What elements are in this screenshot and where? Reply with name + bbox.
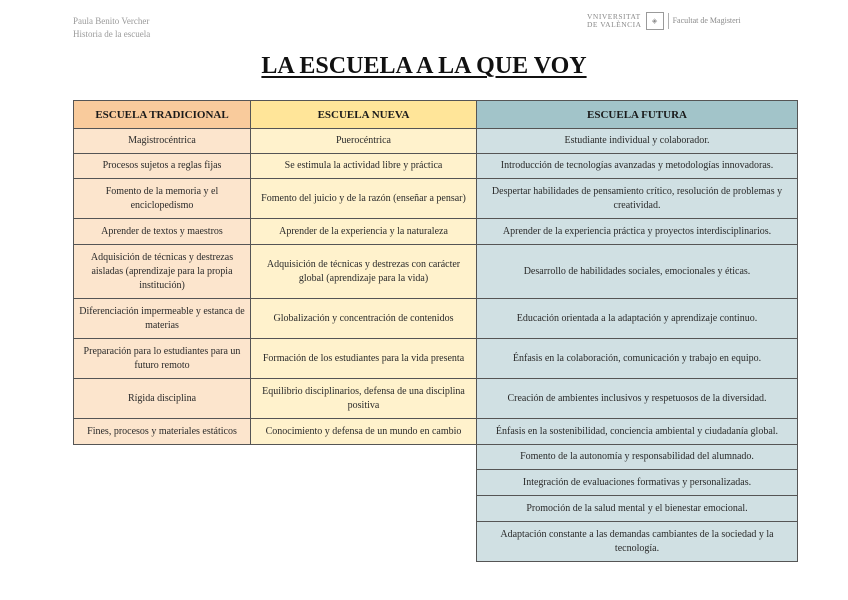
cell-traditional: Fomento de la memoria y el enciclopedismo (74, 179, 251, 219)
empty-cell (74, 470, 477, 496)
cell-new: Aprender de la experiencia y la naturaleza (251, 219, 477, 245)
table-row (74, 496, 798, 522)
university-emblem-icon: ◈ (646, 12, 664, 30)
cell-traditional: Magistrocéntrica (74, 129, 251, 154)
cell-new: Fomento del juicio y de la razón (enseñar a pensar) (251, 179, 477, 219)
cell-future-extra: Adaptación constante a las demandas cambiantes de la sociedad y la tecnología. (477, 522, 798, 562)
cell-traditional: Preparación para lo estudiantes para un futuro remoto (74, 339, 251, 379)
cell-new: Conocimiento y defensa de un mundo en cambio (251, 419, 477, 445)
logo-divider (668, 13, 669, 29)
table-row (74, 522, 798, 562)
empty-cell (74, 445, 477, 470)
page-title: LA ESCUELA A LA QUE VOY (261, 53, 587, 79)
cell-future-extra: Promoción de la salud mental y el bienestar emocional. (477, 496, 798, 522)
header-new: ESCUELA NUEVA (251, 101, 477, 129)
cell-future-extra: Integración de evaluaciones formativas y personalizadas. (477, 470, 798, 496)
cell-future: Aprender de la experiencia práctica y proyectos interdisciplinarios. (477, 219, 798, 245)
subject-name: Historia de la escuela (73, 29, 151, 39)
university-logo (587, 12, 741, 30)
table-row (74, 339, 798, 379)
cell-future-extra: Fomento de la autonomía y responsabilidad del alumnado. (477, 445, 798, 470)
cell-traditional: Adquisición de técnicas y destrezas aisladas (aprendizaje para la propia institución) (74, 245, 251, 299)
table-header-row (74, 101, 798, 129)
cell-new: Se estimula la actividad libre y práctica (251, 154, 477, 179)
header-left (73, 15, 150, 41)
table-row (74, 179, 798, 219)
cell-future: Énfasis en la colaboración, comunicación y trabajo en equipo. (477, 339, 798, 379)
header-traditional: ESCUELA TRADICIONAL (74, 101, 251, 129)
cell-traditional: Procesos sujetos a reglas fijas (74, 154, 251, 179)
cell-future: Desarrollo de habilidades sociales, emocionales y éticas. (477, 245, 798, 299)
cell-new: Puerocéntrica (251, 129, 477, 154)
cell-new: Globalización y concentración de contenidos (251, 299, 477, 339)
cell-new: Formación de los estudiantes para la vida presenta (251, 339, 477, 379)
cell-traditional: Diferenciación impermeable y estanca de materias (74, 299, 251, 339)
table-row (74, 299, 798, 339)
cell-traditional: Fines, procesos y materiales estáticos (74, 419, 251, 445)
cell-new: Adquisición de técnicas y destrezas con carácter global (aprendizaje para la vida) (251, 245, 477, 299)
university-name: VNIVERSITAT DE VALÈNCIA (587, 12, 642, 29)
table-row (74, 419, 798, 445)
table-row (74, 470, 798, 496)
comparison-table (73, 100, 798, 562)
cell-future: Introducción de tecnologías avanzadas y metodologías innovadoras. (477, 154, 798, 179)
cell-future: Estudiante individual y colaborador. (477, 129, 798, 154)
cell-future: Énfasis en la sostenibilidad, conciencia ambiental y ciudadanía global. (477, 419, 798, 445)
table-row (74, 245, 798, 299)
empty-cell (74, 522, 477, 562)
header-future: ESCUELA FUTURA (477, 101, 798, 129)
table-row (74, 129, 798, 154)
cell-traditional: Aprender de textos y maestros (74, 219, 251, 245)
cell-future: Despertar habilidades de pensamiento crítico, resolución de problemas y creatividad. (477, 179, 798, 219)
table-row (74, 219, 798, 245)
table-row (74, 445, 798, 470)
cell-future: Creación de ambientes inclusivos y respetuosos de la diversidad. (477, 379, 798, 419)
cell-new: Equilibrio disciplinarios, defensa de una disciplina positiva (251, 379, 477, 419)
table-row (74, 154, 798, 179)
faculty-name: Facultat de Magisteri (672, 16, 741, 25)
empty-cell (74, 496, 477, 522)
cell-traditional: Rígida disciplina (74, 379, 251, 419)
author-name: Paula Benito Vercher (73, 16, 150, 26)
cell-future: Educación orientada a la adaptación y aprendizaje continuo. (477, 299, 798, 339)
table-row (74, 379, 798, 419)
